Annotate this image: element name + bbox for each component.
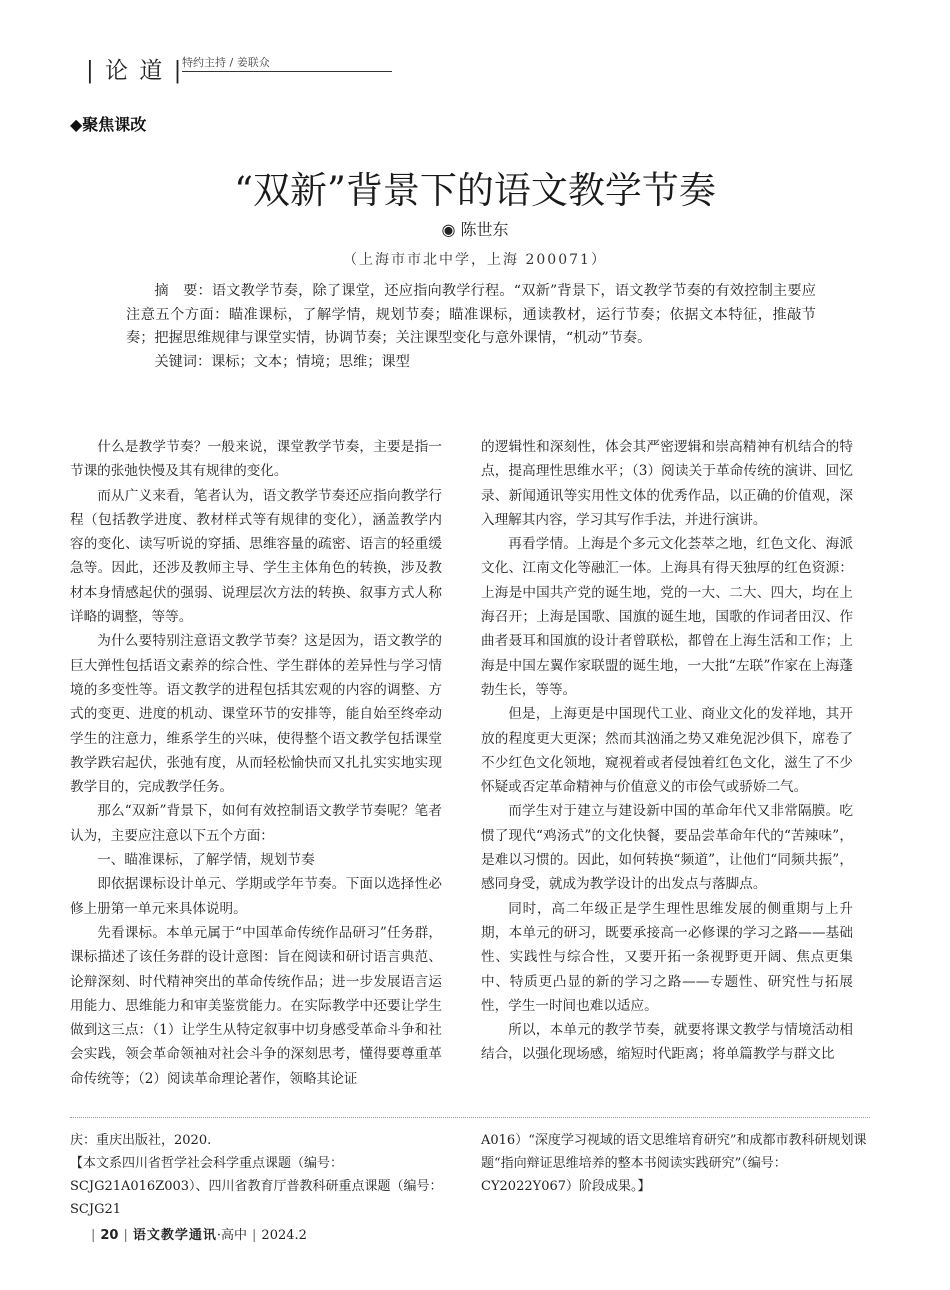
edition: ·高中 — [216, 1228, 248, 1243]
paragraph: 而学生对于建立与建设新中国的革命年代又非常隔膜。吃惯了现代“鸡汤式”的文化快餐，要品尝革命年代的“苦辣味”，是难以习惯的。因此，如何转换“频道”，让他们“同频共振”，感同身受，就成为教学设计的出发点与落脚点。 — [481, 803, 853, 893]
article-title: “双新”背景下的语文教学节奏 — [234, 169, 716, 212]
paragraph: 那么“双新”背景下，如何有效控制语文教学节奏呢？笔者认为，主要应注意以下五个方面： — [70, 803, 442, 844]
keywords: 关键词：课标；文本；情境；思维；课型 — [154, 353, 410, 370]
paragraph: 什么是教学节奏？一般来说，课堂教学节奏，主要是指一节课的张弛快慢及其有规律的变化。 — [70, 439, 442, 480]
author-affiliation: （上海市市北中学，上海 200071） — [343, 252, 607, 268]
article-author: ◉ 陈世东 — [441, 220, 509, 239]
header-rule — [182, 71, 392, 72]
paragraph: 即依据课标设计单元、学期或学年节奏。下面以选择性必修上册第一单元来具体说明。 — [70, 876, 442, 917]
section-name: | 论 道 | — [86, 58, 184, 84]
footnote-divider — [70, 1117, 870, 1118]
footnote-right — [481, 1129, 873, 1198]
abstract-text: 摘 要：语文教学节奏，除了课堂，还应指向教学行程。“双新”背景下，语文教学节奏的有效控制主要应注意五个方面：瞄准课标，了解学情，规划节奏；瞄准课标，通读教材，运行节奏；依据文本特征，推敲节奏；把握思维规律与课堂实情，协调节奏；关注课型变化与意外课情，“机动”节奏。 — [126, 283, 816, 346]
footnote-line: A016）“深度学习视域的语文思维培育研究”和成都市教科研规划课题“指向辩证思维培养的整本书阅读实践研究”（编号：CY2022Y067）阶段成果。】 — [481, 1133, 867, 1194]
body-right-column — [481, 435, 853, 1067]
page-number: 20 — [100, 1228, 119, 1243]
column-label: ◆聚焦课改 — [70, 115, 147, 134]
journal-name: 语文教学通讯 — [132, 1228, 217, 1243]
paragraph: 为什么要特别注意语文教学节奏？这是因为，语文教学的巨大弹性包括语文素养的综合性、学生群体的差异性与学习情境的多变性等。语文教学的进程包括其宏观的内容的调整、方式的变更、进度的机动、课堂环节的安排等，能自始至终牵动学生的注意力，维系学生的兴味，使得整个语文教学包括课堂教学跌宕起伏，张弛有度，从而轻松愉快而又扎扎实实地实现教学目的，完成教学任务。 — [70, 633, 442, 796]
paragraph: 再看学情。上海是个多元文化荟萃之地，红色文化、海派文化、江南文化等融汇一体。上海具有得天独厚的红色资源：上海是中国共产党的诞生地，党的一大、二大、四大，均在上海召开；上海是国歌、国旗的诞生地，国歌的作词者田汉、作曲者聂耳和国旗的设计者曾联松，都曾在上海生活和工作；上海是中国左翼作家联盟的诞生地，一大批“左联”作家在上海蓬勃生长，等等。 — [481, 536, 853, 698]
paragraph: 同时，高二年级正是学生理性思维发展的侧重期与上升期，本单元的研习，既要承接高一必修课的学习之路——基础性、实践性与综合性，又要开拓一条视野更开阔、焦点更集中、特质更凸显的新的学习之路——专题性、研究性与拓展性，学生一时间也难以适应。 — [481, 900, 853, 1014]
abstract-block — [126, 280, 816, 374]
body-left-column — [70, 435, 442, 1091]
page-footer: | 20 | 语文教学通讯·高中 | 2024.2 — [91, 1228, 307, 1243]
paragraph: 先看课标。本单元属于“中国革命传统作品研习”任务群，课标描述了该任务群的设计意图：旨在阅读和研讨语言典范、论辩深刻、时代精神突出的革命传统作品；进一步发展语言运用能力、思维能力和审美鉴赏能力。在实际教学中还要让学生做到这三点：（1）让学生从特定叙事中切身感受革命斗争和社会实践，领会革命领袖对社会斗争的深刻思考，懂得要尊重革命传统等；（2）阅读革命理论著作，领略其论证 — [70, 924, 442, 1087]
footnote-line: 【本文系四川省哲学社会科学重点课题（编号：SCJG21A016Z003）、四川省教育厅普教科研重点课题（编号：SCJG21 — [70, 1156, 443, 1217]
footnote-line: 庆：重庆出版社，2020. — [70, 1133, 212, 1148]
issue: 2024.2 — [261, 1228, 307, 1243]
paragraph: 所以，本单元的教学节奏，就要将课文教学与情境活动相结合，以强化现场感，缩短时代距离；将单篇教学与群文比 — [481, 1022, 853, 1063]
paragraph: 的逻辑性和深刻性，体会其严密逻辑和崇高精神有机结合的特点，提高理性思维水平；（3）阅读关于革命传统的演讲、回忆录、新闻通讯等实用性文体的优秀作品，以正确的价值观，深入理解其内容，学习其写作手法，并进行演讲。 — [481, 439, 853, 528]
host-credit: 特约主持 / 姜联众 — [182, 56, 270, 69]
section-heading: 一、瞄准课标，了解学情，规划节奏 — [97, 852, 315, 869]
paragraph: 而从广义来看，笔者认为，语文教学节奏还应指向教学行程（包括教学进度、教材样式等有规律的变化），涵盖教学内容的变化、读写听说的穿插、思维容量的疏密、语言的轻重缓急等。因此，还涉及教师主导、学生主体角色的转换，涉及教材本身情感起伏的强弱、说理层次方法的转换、叙事方式人称详略的调整，等等。 — [70, 487, 442, 626]
footnote-left — [70, 1129, 448, 1221]
paragraph: 但是，上海更是中国现代工业、商业文化的发祥地，其开放的程度更大更深；然而其汹涌之势又难免泥沙俱下，席卷了不少红色文化领地，窥视着或者侵蚀着红色文化，滋生了不少怀疑或否定革命精神与价值意义的市侩气或骄娇二气。 — [481, 706, 853, 796]
